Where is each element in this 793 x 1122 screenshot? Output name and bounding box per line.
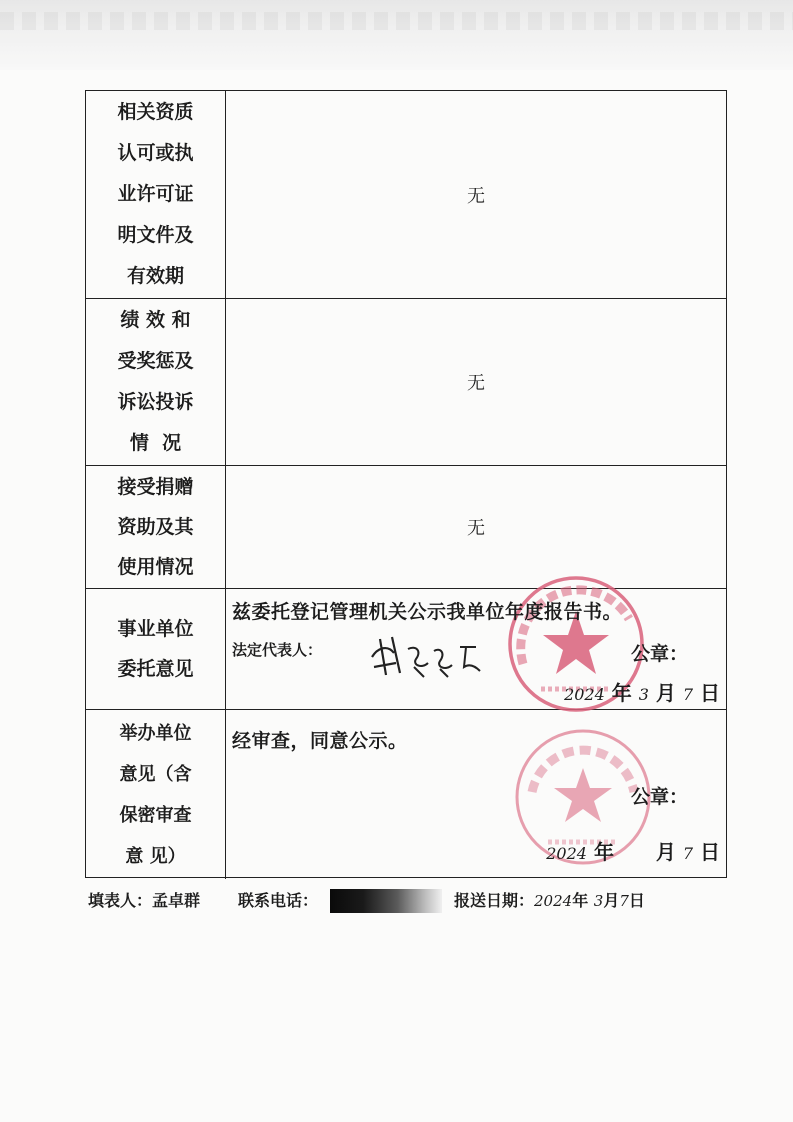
report-date: 报送日期：2024年 3月7日: [454, 891, 645, 910]
entrust-opinion: [226, 589, 726, 709]
entrust-label: 事业单位 委托意见: [86, 589, 226, 709]
donation-value: 无: [467, 518, 485, 539]
handwritten-signature: [366, 627, 486, 687]
qualification-row: [86, 91, 726, 299]
qualification-value: 无: [467, 185, 485, 207]
sponsor-seal-label: 公章：: [630, 786, 688, 808]
faint-bleedthrough: [0, 12, 793, 30]
sponsor-date: 2024 年 月 7 日: [546, 840, 720, 864]
phone-label: 联系电话：: [238, 891, 319, 910]
entrust-seal-label: 公章：: [630, 643, 688, 665]
redacted-phone-number: [330, 889, 442, 913]
sponsor-opinion: [226, 710, 726, 879]
donation-label: 接受捐赠 资助及其 使用情况: [86, 466, 226, 588]
sponsor-label: 举办单位 意见（含 保密审查 意 见）: [86, 710, 226, 879]
sponsor-statement: 经审查，同意公示。: [232, 730, 408, 752]
entrust-row: [86, 589, 726, 710]
performance-value: 无: [467, 373, 485, 394]
entrust-statement: 兹委托登记管理机关公示我单位年度报告书。: [232, 601, 623, 623]
form-footer: [88, 887, 728, 917]
qualification-label: 相关资质 认可或执 业许可证 明文件及 有效期: [86, 91, 226, 298]
scan-header-shadow: [0, 0, 793, 70]
sponsor-row: [86, 710, 726, 879]
legal-rep-label: 法定代表人：: [232, 641, 323, 659]
performance-label: 绩 效 和 受奖惩及 诉讼投诉 情 况: [86, 299, 226, 465]
performance-row: [86, 299, 726, 466]
filler-name: 填表人：孟卓群: [88, 891, 201, 910]
report-form-table: [85, 90, 727, 878]
entrust-date: 2024 年 3 月 7 日: [564, 681, 720, 705]
